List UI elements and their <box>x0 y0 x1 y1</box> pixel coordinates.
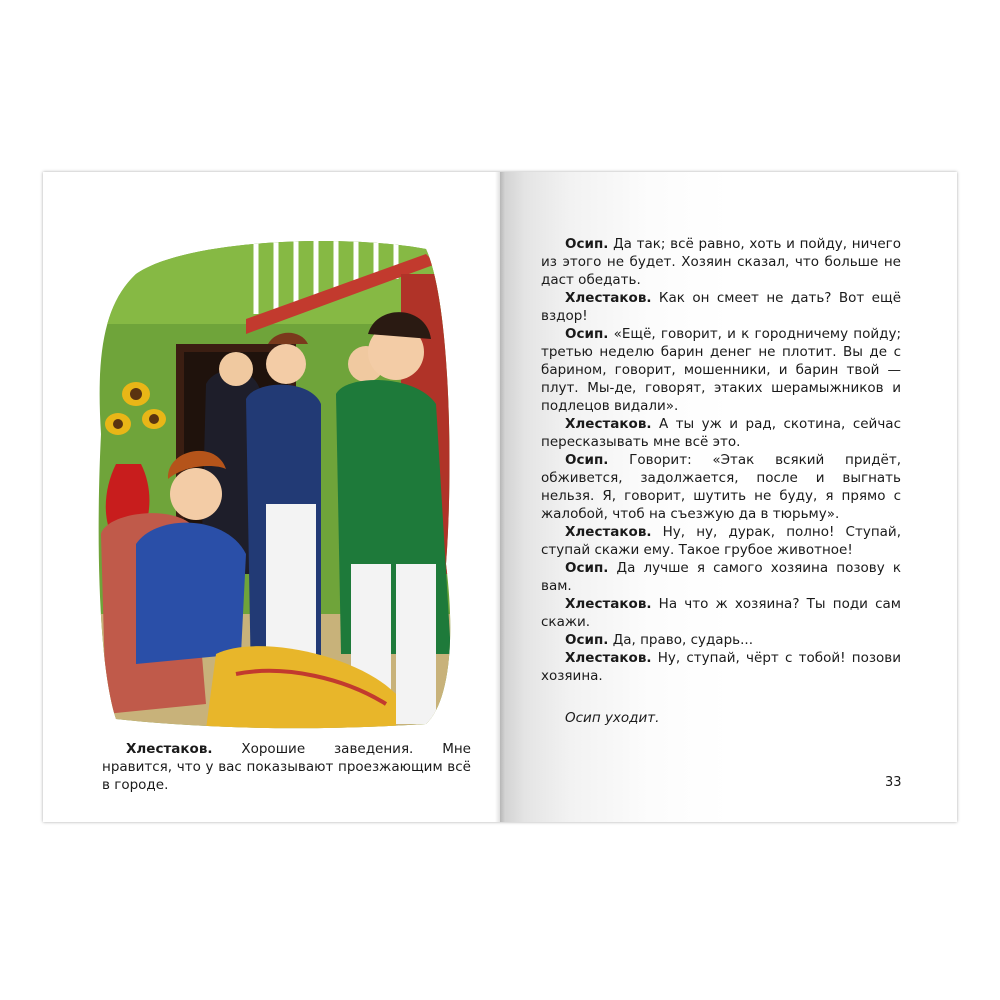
dialogue-line <box>541 649 901 685</box>
dialogue-line <box>541 451 901 523</box>
line-text: Говорит: «Этак всякий придёт, обживется, задолжается, после и выгнать нельзя. Я, говорит, шутить не буду, я прямо с жалобой, чтоб на съезжую да в тюрьму». <box>541 452 901 522</box>
open-book <box>43 172 957 822</box>
dialogue-line <box>541 631 901 649</box>
speaker-name: Хлестаков. <box>565 524 652 540</box>
left-page <box>43 172 500 822</box>
line-text: Да лучше я самого хозяина позову к вам. <box>541 560 901 594</box>
dialogue-line <box>541 235 901 289</box>
page-number: 33 <box>885 775 902 790</box>
illustration-caption <box>102 740 471 794</box>
line-text: А ты уж и рад, скотина, сейчас пересказывать мне всё это. <box>541 416 901 450</box>
stage-direction: Осип уходит. <box>565 710 660 726</box>
speaker-name: Хлестаков. <box>126 741 213 757</box>
speaker-name: Хлестаков. <box>565 416 652 432</box>
book-gutter <box>495 172 505 822</box>
dialogue-line <box>541 559 901 595</box>
dialogue-line <box>541 289 901 325</box>
speaker-name: Осип. <box>565 452 609 468</box>
dialogue-line <box>541 523 901 559</box>
speaker-name: Осип. <box>565 632 609 648</box>
speaker-name: Осип. <box>565 236 609 252</box>
line-text: Да так; всё равно, хоть и пойду, ничего из этого не будет. Хозяин сказал, что больше не даст обедать. <box>541 236 901 288</box>
speaker-name: Осип. <box>565 560 609 576</box>
speaker-name: Хлестаков. <box>565 596 652 612</box>
line-text: Ну, ну, дурак, полно! Ступай, ступай скажи ему. Такое грубое животное! <box>541 524 901 558</box>
line-text: «Ещё, говорит, и к городничему пойду; третью неделю барин денег не плотит. Вы де с барином, говорит, мошенники, и барин твой — плут. Мы-де, говорят, этаких шерамыжников и подлецов видали». <box>541 326 901 414</box>
line-text: Как он смеет не дать? Вот ещё вздор! <box>541 290 901 324</box>
speaker-name: Хлестаков. <box>565 290 652 306</box>
dialogue-text <box>541 235 901 727</box>
illustration <box>96 234 453 729</box>
line-text: Ну, ступай, чёрт с тобой! позови хозяина. <box>541 650 901 684</box>
line-text: На что ж хозяина? Ты поди сам скажи. <box>541 596 901 630</box>
dialogue-line <box>541 415 901 451</box>
speaker-name: Хлестаков. <box>565 650 652 666</box>
speaker-name: Осип. <box>565 326 609 342</box>
caption-text: Хорошие заведения. Мне нравится, что у вас показывают проезжающим всё в городе. <box>102 741 471 793</box>
dialogue-line <box>541 325 901 415</box>
line-text: Да, право, сударь... <box>608 632 753 648</box>
dialogue-line <box>541 595 901 631</box>
